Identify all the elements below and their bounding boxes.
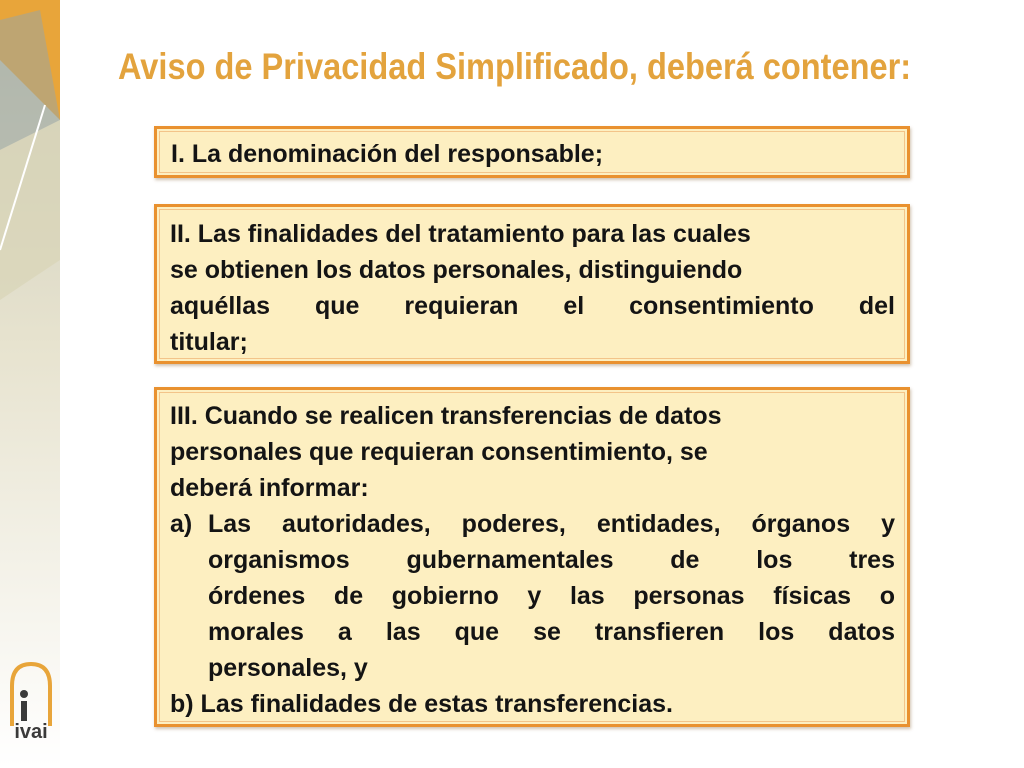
logo-wordmark: ivai <box>14 721 48 743</box>
text-line: Las autoridades, poderes, entidades, órganos y <box>208 510 895 538</box>
text-line: titular; <box>170 328 248 356</box>
text-line: personales que requieran consentimiento, se <box>170 438 708 466</box>
list-item-b: b) Las finalidades de estas transferencias. <box>170 690 673 718</box>
text-line: organismos gubernamentales de los tres <box>208 546 895 574</box>
decorative-left-band <box>0 0 60 768</box>
text-line: se obtienen los datos personales, distinguiendo <box>170 256 743 284</box>
text-line: aquéllas que requieran el consentimiento del <box>170 292 895 320</box>
item-box-transferencias <box>154 387 910 727</box>
text-line: morales a las que se transfieren los datos <box>208 618 895 646</box>
list-item-text <box>208 506 895 686</box>
text-line: órdenes de gobierno y las personas físicas o <box>208 582 895 610</box>
transferencias-intro <box>170 398 895 506</box>
list-item-label: a) <box>170 510 193 538</box>
slide-title: Aviso de Privacidad Simplificado, deberá contener: <box>118 46 912 87</box>
list-item-a <box>170 506 895 686</box>
item-text-denominacion: I. La denominación del responsable; <box>171 140 604 168</box>
text-line: personales, y <box>208 654 368 682</box>
text-line: deberá informar: <box>170 474 369 502</box>
ivai-logo <box>6 656 56 748</box>
item-box-denominacion <box>154 126 910 178</box>
item-box-finalidades <box>154 204 910 364</box>
text-line: III. Cuando se realicen transferencias de datos <box>170 402 722 430</box>
text-line: II. Las finalidades del tratamiento para las cuales <box>170 220 751 248</box>
item-text-finalidades <box>170 216 895 360</box>
